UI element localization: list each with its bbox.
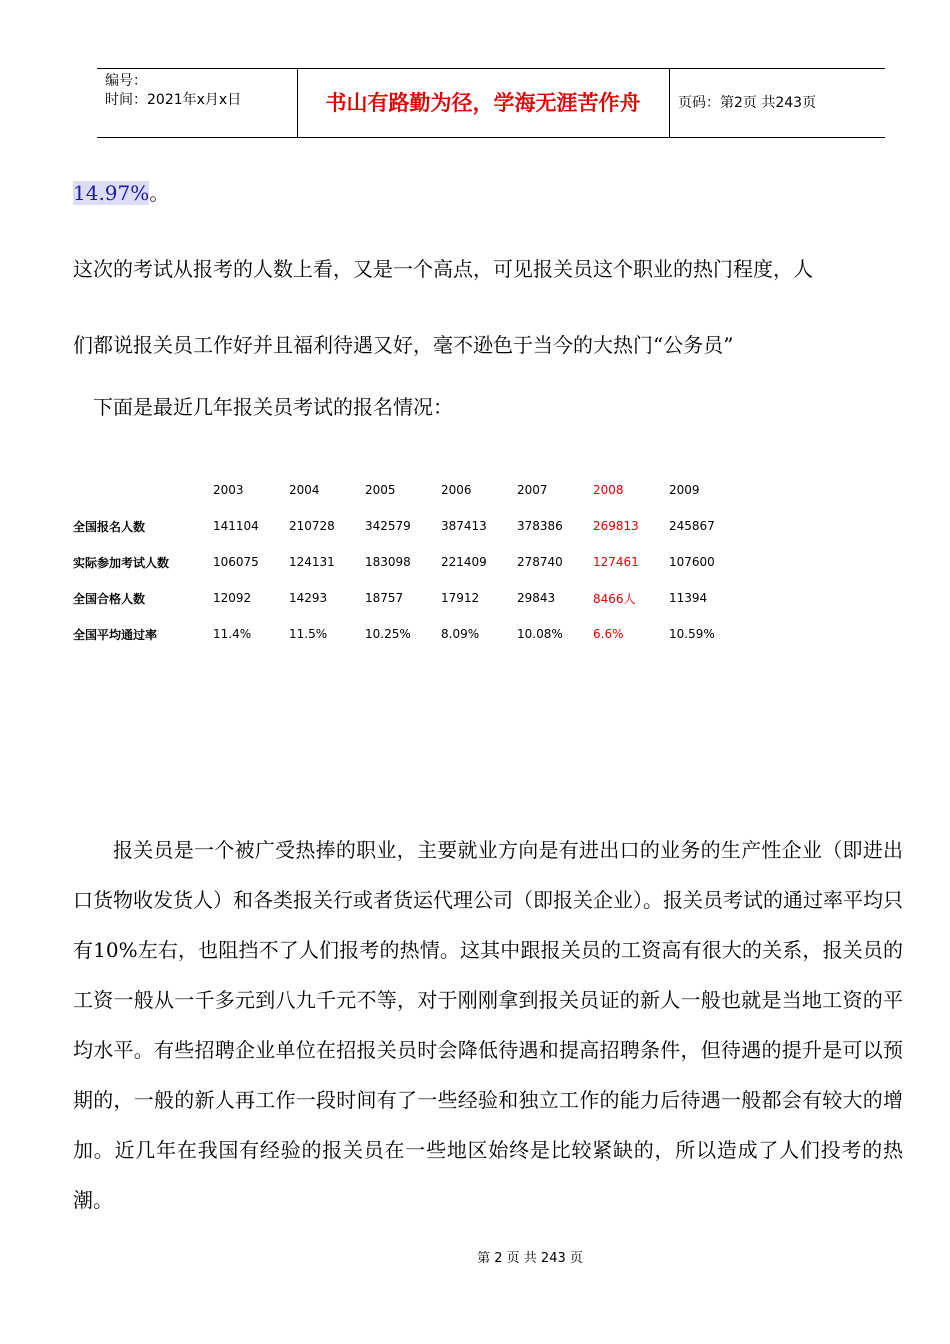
body-paragraph: 报关员是一个被广受热捧的职业，主要就业方向是有进出口的业务的生产性企业（即进出口货物收发货人）和各类报关行或者货运代理公司（即报关企业）。报关员考试的通过率平均只有10%左右，也阻挡不了人们报考的热情。这其中跟报关员的工资高有很大的关系，报关员的工资一般从一千多元到八九千元不等，对于刚刚拿到报关员证的新人一般也就是当地工资的平均水平。有些招聘企业单位在招报关员时会降低待遇和提高招聘条件，但待遇的提升是可以预期的，一般的新人再工作一段时间有了一些经验和独立工作的能力后待遇一般都会有较大的增加。近几年在我国有经验的报关员在一些地区始终是比较紧缺的，所以造成了人们投考的热潮。 [73,838,903,1212]
table-header-row [73,472,745,508]
table-cell: 342579 [365,519,411,533]
paragraph-2: 下面是最近几年报关员考试的报名情况： [93,395,453,419]
table-cell: 106075 [213,555,259,569]
year-2006: 2006 [441,483,472,497]
year-2004: 2004 [289,483,320,497]
table-cell: 29843 [517,591,556,605]
year-2003: 2003 [213,483,244,497]
table-cell: 124131 [289,555,335,569]
year-2005: 2005 [365,483,396,497]
table-cell-highlight: 8466人 [593,591,636,606]
paragraph-1-line-1: 这次的考试从报考的人数上看，又是一个高点，可见报关员这个职业的热门程度，人 [73,257,813,281]
table-cell: 183098 [365,555,411,569]
table-cell: 14293 [289,591,328,605]
page-footer: 第 2 页 共 243 页 [477,1251,583,1266]
table-cell: 210728 [289,519,335,533]
table-cell: 11.4% [213,627,252,641]
table-cell: 18757 [365,591,404,605]
row-label: 实际参加考试人数 [73,555,170,570]
page-header [97,68,885,138]
table-cell-highlight: 269813 [593,519,639,533]
table-cell: 278740 [517,555,563,569]
table-cell: 8.09% [441,627,480,641]
table-cell-highlight: 127461 [593,555,639,569]
year-2009: 2009 [669,483,700,497]
doc-number-label: 编号： [105,73,147,89]
doc-time-label: 时间：2021年x月x日 [105,92,242,108]
row-label: 全国报名人数 [73,519,146,534]
table-row [73,508,745,544]
header-meta [97,69,298,137]
table-cell: 11.5% [289,627,328,641]
table-cell: 10.25% [365,627,411,641]
table-cell: 221409 [441,555,487,569]
highlighted-percent: 14.97% [73,181,150,205]
header-motto: 书山有路勤为径，学海无涯苦作舟 [297,69,670,137]
table-corner-cell [73,472,213,508]
table-cell: 141104 [213,519,259,533]
table-cell: 245867 [669,519,715,533]
header-page-label: 页码：第2页 共243页 [678,95,817,111]
year-2008: 2008 [593,483,624,497]
paragraph-1-line-2: 们都说报关员工作好并且福利待遇又好，毫不逊色于当今的大热门“公务员” [73,333,734,357]
row-label: 全国平均通过率 [73,627,158,642]
table-cell: 11394 [669,591,708,605]
exam-stats-table [73,472,745,652]
year-2007: 2007 [517,483,548,497]
table-cell: 107600 [669,555,715,569]
percent-fragment [73,180,169,206]
percent-tail: 。 [149,181,170,205]
table-cell: 10.59% [669,627,715,641]
table-cell-highlight: 6.6% [593,627,624,641]
row-label: 全国合格人数 [73,591,146,606]
table-cell: 378386 [517,519,563,533]
table-cell: 17912 [441,591,480,605]
table-row [73,580,745,616]
table-cell: 10.08% [517,627,563,641]
table-cell: 387413 [441,519,487,533]
table-cell: 12092 [213,591,252,605]
table-row [73,616,745,652]
table-row [73,544,745,580]
